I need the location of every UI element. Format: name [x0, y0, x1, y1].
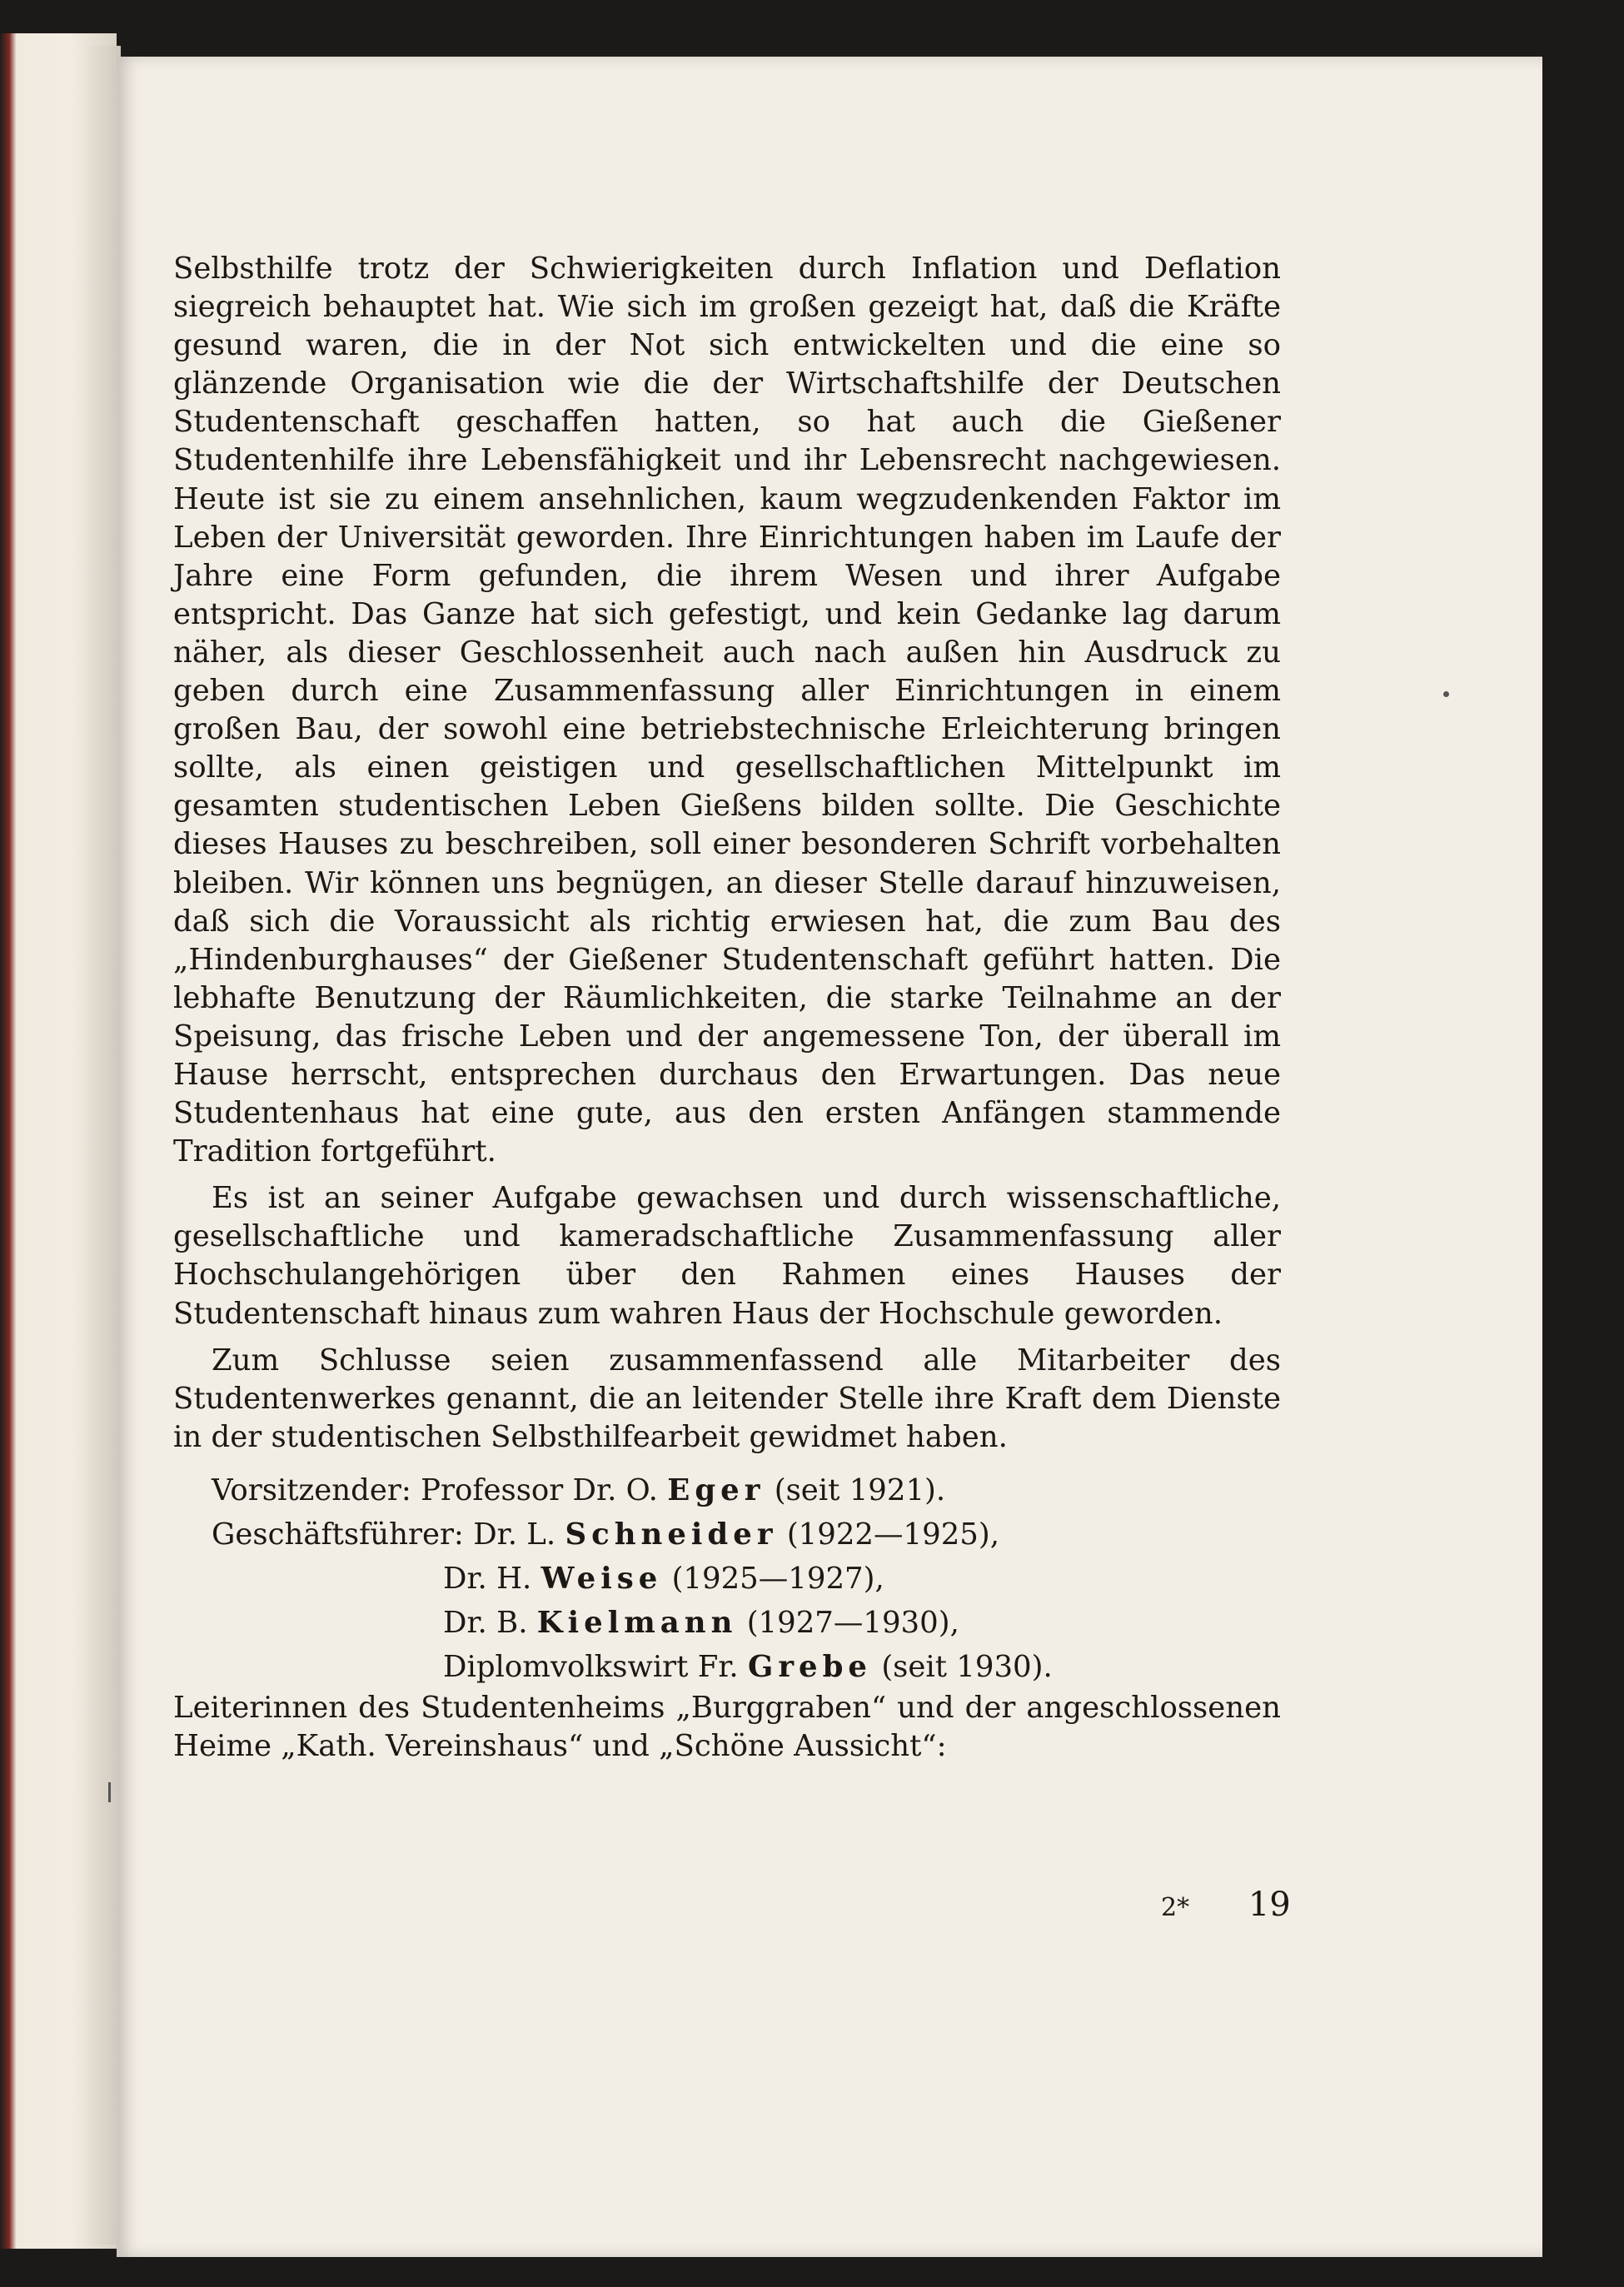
chair-dates: (seit 1921).	[774, 1472, 946, 1507]
manager-dates: (1927—1930),	[746, 1605, 959, 1640]
manager-prefix: Dr. B.	[443, 1605, 528, 1640]
chair-name: Eger	[667, 1472, 765, 1507]
manager-dates: (seit 1930).	[881, 1649, 1053, 1684]
staff-list	[173, 1468, 1281, 1689]
signature-mark: 2*	[1161, 1893, 1190, 1922]
manager-name: Kielmann	[536, 1605, 738, 1640]
chair-role: Vorsitzender:	[212, 1472, 411, 1507]
book-page-edges	[87, 46, 121, 2245]
manager-dates: (1922—1925),	[786, 1517, 1000, 1552]
managers-role: Geschäftsführer:	[212, 1517, 464, 1552]
margin-speck	[1443, 691, 1449, 697]
paragraph-1: Selbsthilfe trotz der Schwierigkeiten durch Inflation und Deflation siegreich behauptet hat. Wie sich im großen gezeigt hat, daß die Kräfte gesund waren, die in der Not sich entwickelten und die eine so glänzende Organisation wie die der Wirtschaftshilfe der Deutschen Studentenschaft geschaffen hatten, so hat auch die Gießener Studentenhilfe ihre Lebensfähigkeit und ihr Lebensrecht nachgewiesen. Heute ist sie zu einem ansehnlichen, kaum wegzudenkenden Faktor im Leben der Universität geworden. Ihre Einrichtungen haben im Laufe der Jahre eine Form gefunden, die ihrem Wesen und ihrer Aufgabe entspricht. Das Ganze hat sich gefestigt, und kein Gedanke lag darum näher, als dieser Geschlossenheit auch nach außen hin Ausdruck zu geben durch eine Zusammenfassung aller Einrichtungen in einem großen Bau, der sowohl eine betriebstechnische Erleichterung bringen sollte, als einen geistigen und gesellschaftlichen Mittelpunkt im gesamten studentischen Leben Gießens bilden sollte. Die Geschichte dieses Hauses zu beschreiben, soll einer besonderen Schrift vorbehalten bleiben. Wir können uns begnügen, an dieser Stelle darauf hinzuweisen, daß sich die Voraussicht als richtig erwiesen hat, die zum Bau des „Hindenburghauses“ der Gießener Studentenschaft geführt hatten. Die lebhafte Benutzung der Räumlichkeiten, die starke Teilnahme an der Speisung, das frische Leben und der angemessene Ton, der überall im Hause herrscht, entsprechen durchaus den Erwartungen. Das neue Studentenhaus hat eine gute, aus den ersten Anfängen stammende Tradition fortgeführt.	[173, 252, 1281, 1169]
manager-prefix: Dr. H.	[443, 1561, 532, 1596]
manager-row	[173, 1557, 1281, 1601]
page-footer	[1161, 1886, 1291, 1924]
margin-mark	[108, 1782, 111, 1802]
manager-prefix: Diplomvolkswirt Fr.	[443, 1649, 739, 1684]
page-number: 19	[1248, 1886, 1291, 1924]
page-body	[173, 250, 1281, 1766]
manager-name: Schneider	[565, 1517, 778, 1552]
manager-name: Grebe	[748, 1649, 873, 1684]
manager-name: Weise	[541, 1561, 663, 1596]
manager-row	[173, 1512, 1281, 1557]
paragraph-3: Zum Schlusse seien zusammenfassend alle Mitarbeiter des Studentenwerkes genannt, die an leitender Stelle ihre Kraft dem Dienste in der studentischen Selbsthilfearbeit gewidmet haben.	[173, 1343, 1281, 1454]
closing-paragraph: Leiterinnen des Studentenheims „Burggraben“ und der angeschlossenen Heime „Kath. Vereinshaus“ und „Schöne Aussicht“:	[173, 1690, 1281, 1763]
chair-title: Professor Dr. O.	[421, 1472, 658, 1507]
paragraph-2: Es ist an seiner Aufgabe gewachsen und durch wissenschaftliche, gesellschaftliche und kameradschaftliche Zusammenfassung aller Hochschulangehörigen über den Rahmen eines Hauses der Studentenschaft hinaus zum wahren Haus der Hochschule geworden.	[173, 1181, 1281, 1331]
manager-dates: (1925—1927),	[671, 1561, 884, 1596]
manager-prefix: Dr. L.	[473, 1517, 556, 1552]
manager-row	[173, 1645, 1281, 1689]
manager-row	[173, 1601, 1281, 1645]
chair-row	[173, 1468, 1281, 1512]
